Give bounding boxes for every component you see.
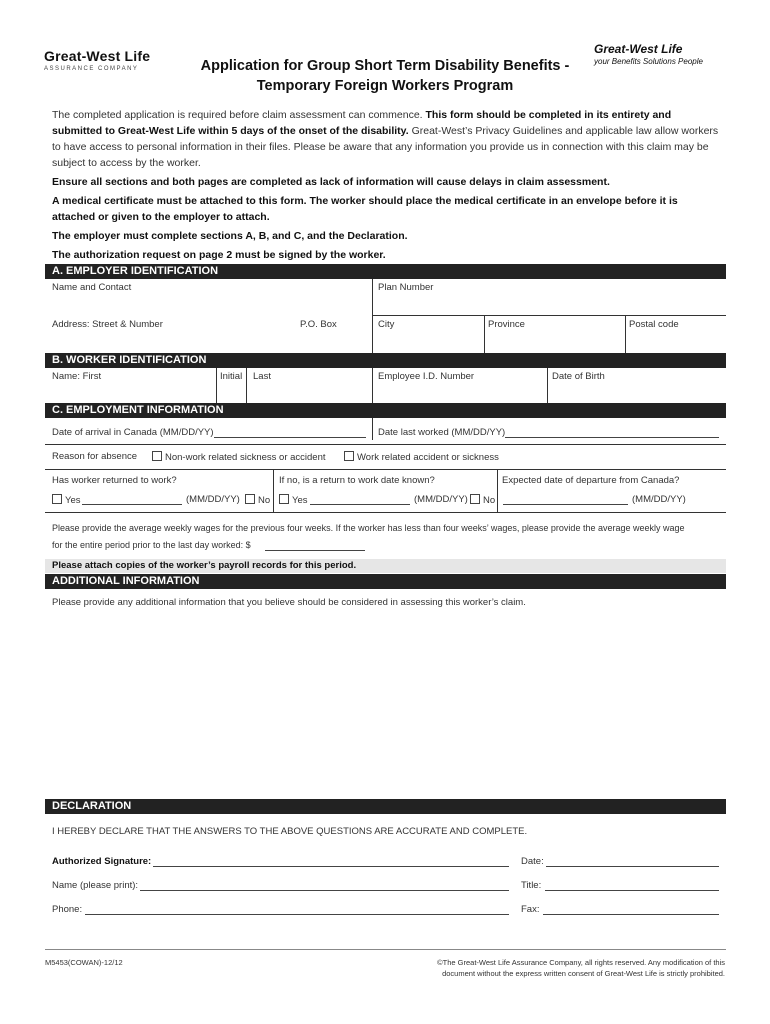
non-work-checkbox[interactable]	[152, 451, 162, 461]
intro-text	[52, 107, 722, 263]
date-label: Date:	[521, 856, 544, 867]
returned-no-text: No	[258, 495, 271, 506]
additional-info-header: ADDITIONAL INFORMATION	[45, 574, 726, 589]
city-label[interactable]: City	[378, 319, 395, 330]
non-work-text: Non-work related sickness or accident	[165, 452, 326, 463]
address-label[interactable]: Address: Street & Number	[52, 319, 163, 330]
return-known-question: If no, is a return to work date known?	[279, 475, 435, 486]
last-name-label[interactable]: Last	[253, 371, 271, 382]
divider	[484, 315, 485, 354]
signature-label: Authorized Signature:	[52, 856, 152, 867]
section-b-header: B. WORKER IDENTIFICATION	[45, 353, 726, 368]
divider	[216, 368, 217, 403]
form-code: M5453(COWAN)-12/12	[45, 958, 123, 967]
known-date-input[interactable]	[310, 504, 410, 505]
known-no-option[interactable]	[470, 494, 495, 506]
employee-id-label[interactable]: Employee I.D. Number	[378, 371, 475, 382]
returned-date-input[interactable]	[82, 504, 182, 505]
returned-question: Has worker returned to work?	[52, 475, 177, 486]
phone-label: Phone:	[52, 904, 83, 915]
departure-date-format: (MM/DD/YY)	[632, 494, 686, 505]
copyright	[437, 957, 725, 979]
payroll-note: Please attach copies of the worker’s payroll records for this period.	[45, 559, 726, 573]
intro-p1-b: This form should be completed in its entirety and submitted to Great-West Life within 5 days of the onset of the disability.	[52, 109, 672, 137]
work-related-text: Work related accident or sickness	[357, 452, 499, 463]
work-related-option[interactable]	[344, 451, 499, 463]
returned-no-option[interactable]	[245, 494, 270, 506]
divider	[45, 469, 726, 470]
plan-number-label[interactable]: Plan Number	[378, 282, 434, 293]
known-yes-text: Yes	[292, 495, 308, 506]
province-label[interactable]: Province	[488, 319, 525, 330]
wages-instruction-1: Please provide the average weekly wages for the previous four weeks. If the worker has less than four weeks’ wages, please provide the average weekly wage	[52, 523, 685, 533]
returned-date-format: (MM/DD/YY)	[186, 494, 240, 505]
divider	[45, 444, 726, 445]
intro-p1-a: The completed application is required before claim assessment can commence.	[52, 109, 426, 121]
divider	[45, 512, 726, 513]
title-label: Title:	[521, 880, 542, 891]
footer-divider	[45, 949, 726, 950]
intro-paragraph-3: A medical certificate must be attached to this form. The worker should place the medical certificate in an envelope before it is attached or given to the employer to attach.	[52, 195, 678, 223]
logo-right-name: Great-West Life	[594, 42, 683, 56]
intro-paragraph-4: The employer must complete sections A, B, and C, and the Declaration.	[52, 230, 408, 242]
intro-paragraph-1	[52, 107, 722, 171]
departure-date-input[interactable]	[503, 504, 628, 505]
additional-info-instruction: Please provide any additional information that you believe should be considered in assessing this worker’s claim.	[52, 597, 526, 608]
date-input[interactable]	[546, 866, 719, 867]
last-worked-label: Date last worked (MM/DD/YY)	[378, 427, 506, 438]
logo-right-tagline: your Benefits Solutions People	[594, 57, 703, 66]
copyright-line-1: ©The Great-West Life Assurance Company, all rights reserved. Any modification of this	[437, 958, 725, 967]
returned-yes-checkbox[interactable]	[52, 494, 62, 504]
page-title	[160, 56, 610, 96]
logo-left-name: Great-West Life	[44, 48, 151, 64]
divider	[547, 368, 548, 403]
fax-label: Fax:	[521, 904, 540, 915]
phone-input[interactable]	[85, 914, 509, 915]
name-contact-label: Name and Contact	[52, 282, 132, 293]
declaration-header: DECLARATION	[45, 799, 726, 814]
known-yes-checkbox[interactable]	[279, 494, 289, 504]
reason-label: Reason for absence	[52, 451, 138, 462]
arrival-date-label: Date of arrival in Canada (MM/DD/YY)	[52, 427, 214, 438]
divider	[372, 418, 373, 440]
departure-question: Expected date of departure from Canada?	[502, 475, 680, 486]
title-line-2: Temporary Foreign Workers Program	[256, 78, 514, 94]
known-date-format: (MM/DD/YY)	[414, 494, 468, 505]
last-worked-input[interactable]	[505, 437, 719, 438]
returned-yes-text: Yes	[65, 495, 81, 506]
non-work-option[interactable]	[152, 451, 326, 463]
title-input[interactable]	[545, 890, 719, 891]
work-related-checkbox[interactable]	[344, 451, 354, 461]
intro-paragraph-2: Ensure all sections and both pages are completed as lack of information will cause delays in claim assessment.	[52, 176, 610, 188]
known-no-text: No	[483, 495, 496, 506]
intro-paragraph-5: The authorization request on page 2 must be signed by the worker.	[52, 249, 386, 261]
wages-instruction-2: for the entire period prior to the last day worked: $	[52, 540, 251, 550]
po-box-label[interactable]: P.O. Box	[300, 319, 337, 330]
divider	[625, 315, 626, 354]
arrival-date-input[interactable]	[214, 437, 366, 438]
divider	[246, 368, 247, 403]
name-print-label: Name (please print):	[52, 880, 139, 891]
additional-info-textarea[interactable]	[45, 612, 726, 798]
returned-yes-option[interactable]	[52, 494, 81, 506]
intro-p1-c: Great-West’s Privacy Guidelines and applicable law allow workers to have access to personal information in their files. Please be aware that any information you provide us in connection with this claim may be subject to access by the worker.	[52, 125, 719, 169]
divider	[497, 470, 498, 512]
fax-input[interactable]	[543, 914, 719, 915]
declaration-statement: I HEREBY DECLARE THAT THE ANSWERS TO THE ABOVE QUESTIONS ARE ACCURATE AND COMPLETE.	[52, 826, 528, 837]
postal-code-label[interactable]: Postal code	[629, 319, 679, 330]
section-c-header: C. EMPLOYMENT INFORMATION	[45, 403, 726, 418]
section-a-header: A. EMPLOYER IDENTIFICATION	[45, 264, 726, 279]
divider	[372, 368, 373, 403]
initial-label[interactable]: Initial	[220, 371, 243, 382]
first-name-label[interactable]: Name: First	[52, 371, 102, 382]
signature-input[interactable]	[153, 866, 509, 867]
logo-left-tagline: ASSURANCE COMPANY	[44, 66, 139, 72]
divider	[273, 470, 274, 512]
copyright-line-2: document without the express written consent of Great-West Life is strictly prohibited.	[442, 969, 725, 978]
title-line-1: Application for Group Short Term Disability Benefits -	[200, 58, 570, 74]
wages-input[interactable]	[265, 550, 365, 551]
logo-right	[594, 42, 734, 66]
date-of-birth-label[interactable]: Date of Birth	[552, 371, 605, 382]
returned-no-checkbox[interactable]	[245, 494, 255, 504]
divider	[372, 279, 373, 354]
known-yes-option[interactable]	[279, 494, 308, 506]
known-no-checkbox[interactable]	[470, 494, 480, 504]
divider	[372, 315, 726, 316]
name-print-input[interactable]	[140, 890, 509, 891]
